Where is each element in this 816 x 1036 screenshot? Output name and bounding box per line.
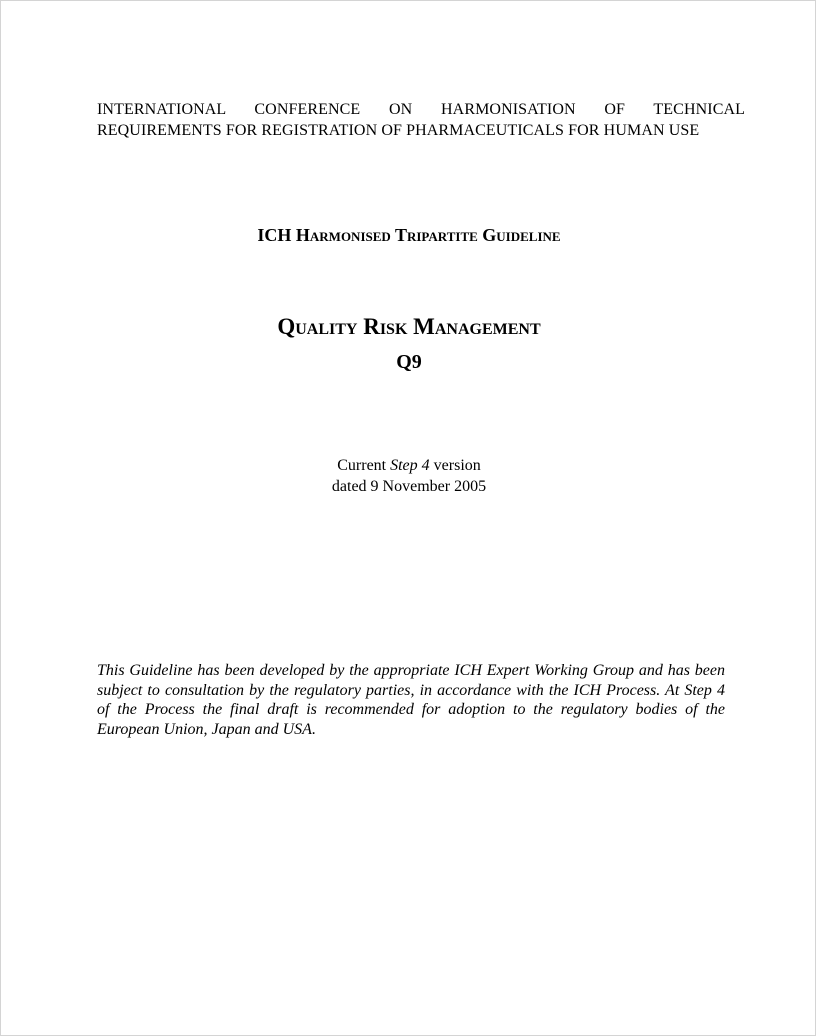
version-step: Step 4 [390, 457, 430, 474]
version-suffix: version [433, 457, 481, 474]
guideline-type: ICH Harmonised Tripartite Guideline [257, 225, 561, 245]
disclaimer-paragraph: This Guideline has been developed by the appropriate ICH Expert Working Group and has been subject to consultation by the regulatory parties, in accordance with the ICH Process. At Step 4 of the Process the final draft is recommended for adoption to the regulatory bodies of the European Union, Japan and USA. [97, 662, 725, 738]
version-prefix: Current [337, 457, 387, 474]
document-code: Q9 [396, 351, 422, 373]
date-line: dated 9 November 2005 [331, 478, 487, 495]
document-title: Quality Risk Management [277, 314, 541, 339]
version-line [1, 455, 816, 476]
conference-header: INTERNATIONAL CONFERENCE ON HARMONISATION OF TECHNICAL REQUIREMENTS FOR REGISTRATION OF PHARMACEUTICALS FOR HUMAN USE [97, 101, 745, 139]
